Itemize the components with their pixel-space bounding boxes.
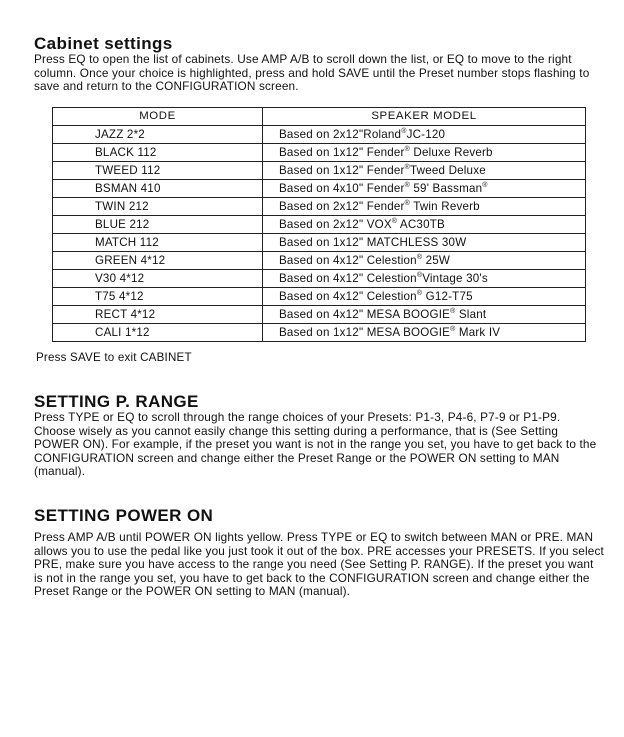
mode-cell: V30 4*12 (53, 270, 263, 288)
registered-mark: ® (450, 326, 456, 333)
table-row (53, 198, 586, 216)
speaker-model-cell (263, 324, 586, 342)
model-text: Tweed Deluxe (409, 164, 486, 177)
model-text: 59' Bassman (409, 182, 483, 195)
speaker-model-cell (263, 126, 586, 144)
mode-column-header: MODE (53, 108, 263, 126)
table-row (53, 216, 586, 234)
registered-mark: ® (404, 146, 410, 153)
p-range-heading: SETTING P. RANGE (34, 392, 199, 411)
cabinet-settings-intro: Press EQ to open the list of cabinets. Use AMP A/B to scroll down the list, or EQ to move to the right column. Once your choice is highlighted, press and hold SAVE until the Preset number stops flashing to save and return to the CONFIGURATION screen. (34, 52, 590, 94)
model-text: G12-T75 (422, 290, 473, 303)
speaker-model-cell (263, 288, 586, 306)
table-row (53, 324, 586, 342)
mode-cell: BLACK 112 (53, 144, 263, 162)
mode-cell: T75 4*12 (53, 288, 263, 306)
registered-mark: ® (482, 182, 488, 189)
table-row (53, 288, 586, 306)
model-text: Deluxe Reverb (409, 146, 493, 159)
model-text: Slant (455, 308, 487, 321)
power-on-heading: SETTING POWER ON (34, 506, 214, 525)
speaker-model-cell (263, 162, 586, 180)
mode-cell: BLUE 212 (53, 216, 263, 234)
model-text: Based on 4x10" Fender (279, 182, 405, 195)
registered-mark: ® (404, 164, 410, 171)
table-row (53, 270, 586, 288)
model-text: AC30TB (397, 218, 445, 231)
model-text: Mark IV (455, 326, 501, 339)
power-on-body: Press AMP A/B until POWER ON lights yellow. Press TYPE or EQ to switch between MAN or PRE. MAN allows you to use the pedal like you just took it out of the box. PRE accesses your PRESETS. If you select PRE, make sure you have access to the range you need (See Setting P. RANGE). If the preset you want is not in the range you set, you have to get back to the CONFIGURATION screen and change either the Preset Range or the POWER ON setting to MAN (manual). (34, 530, 604, 599)
table-header-row (53, 108, 586, 126)
mode-cell: MATCH 112 (53, 234, 263, 252)
table-row (53, 180, 586, 198)
mode-cell: JAZZ 2*2 (53, 126, 263, 144)
model-text: Based on 1x12" Fender (279, 146, 405, 159)
model-text: Based on 2x12" VOX (279, 218, 392, 231)
speaker-model-cell (263, 180, 586, 198)
registered-mark: ® (416, 254, 423, 261)
table-row (53, 234, 586, 252)
speaker-model-cell (263, 252, 586, 270)
mode-cell: GREEN 4*12 (53, 252, 263, 270)
speaker-model-cell (263, 270, 586, 288)
registered-mark: ® (404, 182, 410, 189)
save-exit-note: Press SAVE to exit CABINET (36, 351, 192, 364)
table-row (53, 252, 586, 270)
speaker-model-cell (263, 144, 586, 162)
registered-mark: ® (404, 200, 410, 207)
mode-cell: CALI 1*12 (53, 324, 263, 342)
mode-cell: TWEED 112 (53, 162, 263, 180)
speaker-model-cell (263, 306, 586, 324)
table-row (53, 126, 586, 144)
table-row (53, 162, 586, 180)
table-row (53, 306, 586, 324)
mode-cell: BSMAN 410 (53, 180, 263, 198)
model-text: Twin Reverb (409, 200, 480, 213)
registered-mark: ® (450, 308, 456, 315)
model-text: Based on 4x12" Celestion (279, 272, 417, 285)
mode-cell: RECT 4*12 (53, 306, 263, 324)
model-text: Based on 1x12" MATCHLESS 30W (279, 236, 467, 249)
model-text: Based on 2x12"Roland (279, 128, 402, 141)
cabinet-settings-heading: Cabinet settings (34, 34, 173, 53)
model-text: Based on 4x12" Celestion (279, 254, 417, 267)
model-text: Based on 4x12" MESA BOOGIE (279, 308, 451, 321)
model-text: JC-120 (406, 128, 446, 141)
cabinet-table (52, 107, 586, 342)
model-text: 25W (422, 254, 451, 267)
speaker-model-cell (263, 216, 586, 234)
registered-mark: ® (416, 272, 423, 279)
model-text: Based on 4x12" Celestion (279, 290, 417, 303)
table-row (53, 144, 586, 162)
p-range-body: Press TYPE or EQ to scroll through the range choices of your Presets: P1-3, P4-6, P7-9 or P1-P9. Choose wisely as you cannot easily change this setting during a performance, that is (See Setting POWER ON). For example, if the preset you want is not in the range you set, you have to get back to the CONFIGURATION screen and change either the Preset Range or the POWER ON setting to MAN (manual). (34, 410, 597, 479)
model-text: Based on 1x12" Fender (279, 164, 405, 177)
speaker-model-column-header: SPEAKER MODEL (263, 108, 586, 126)
registered-mark: ® (416, 290, 423, 297)
speaker-model-cell (263, 198, 586, 216)
speaker-model-cell (263, 234, 586, 252)
mode-cell: TWIN 212 (53, 198, 263, 216)
registered-mark: ® (401, 128, 407, 135)
model-text: Based on 1x12" MESA BOOGIE (279, 326, 451, 339)
registered-mark: ® (391, 218, 398, 225)
model-text: Vintage 30's (422, 272, 488, 285)
model-text: Based on 2x12" Fender (279, 200, 405, 213)
